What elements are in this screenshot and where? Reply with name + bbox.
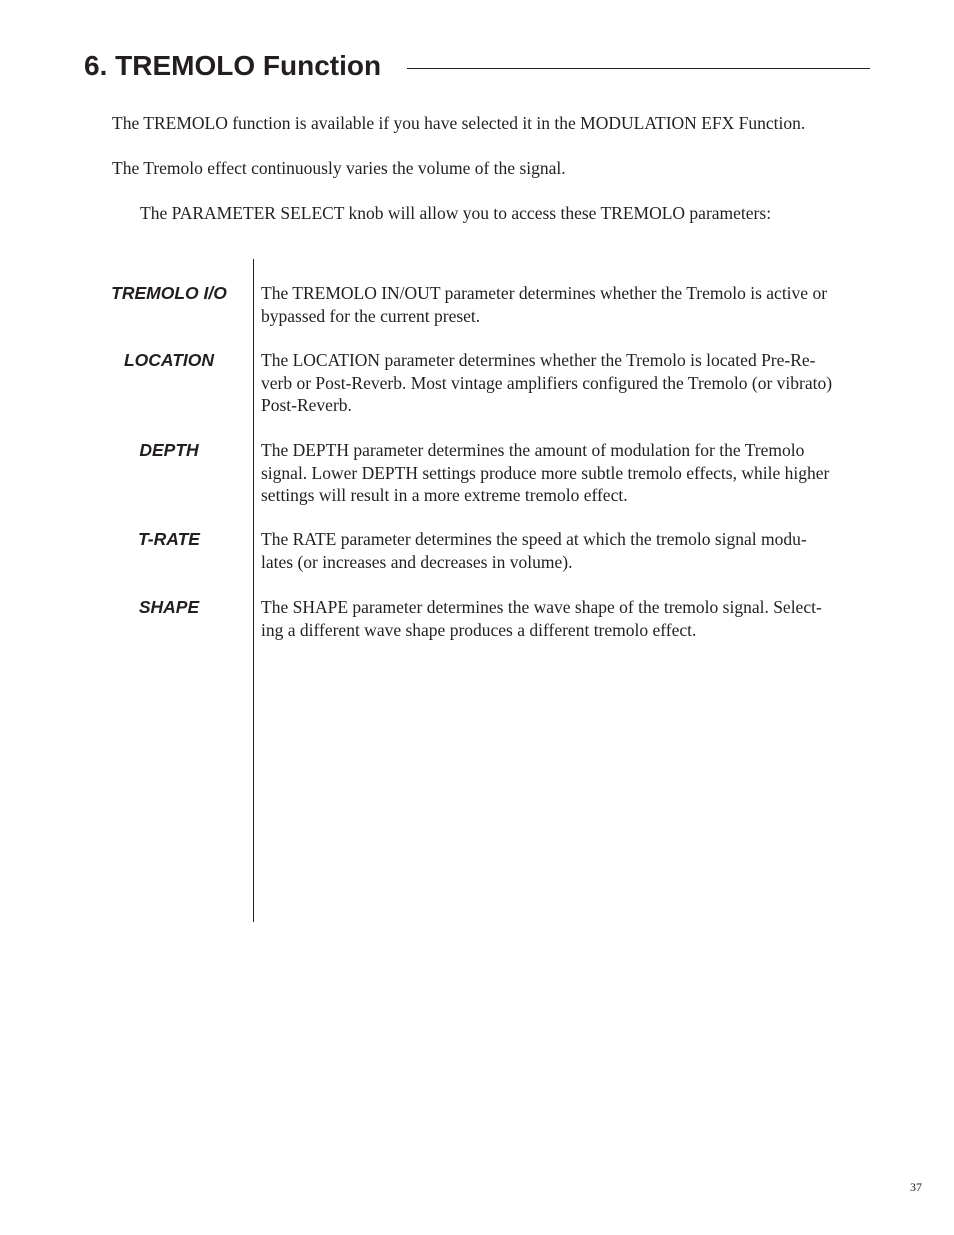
desc-line: The RATE parameter determines the speed at which the tremolo signal modu- — [261, 529, 807, 549]
desc-line: bypassed for the current preset. — [261, 305, 481, 326]
param-label-tremolo-io: TREMOLO I/O — [111, 283, 227, 303]
desc-line: Post-Reverb. — [261, 395, 352, 415]
intro-paragraph: The PARAMETER SELECT knob will allow you to access these TREMOLO parameters: — [140, 203, 772, 223]
desc-line: The SHAPE parameter determines the wave shape of the tremolo signal. Select- — [261, 597, 822, 617]
desc-line: The DEPTH parameter determines the amount of modulation for the Tremolo — [261, 440, 805, 460]
param-desc-tremolo-io — [261, 282, 873, 327]
param-label-location: LOCATION — [123, 350, 215, 370]
desc-line: lates (or increases and decreases in volume). — [261, 551, 573, 572]
param-label-t-rate: T-RATE — [138, 529, 200, 549]
intro-paragraph: The TREMOLO function is available if you have selected it in the MODULATION EFX Function. — [112, 113, 806, 133]
param-desc-shape — [261, 596, 873, 641]
desc-line: ing a different wave shape produces a different tremolo effect. — [261, 619, 697, 640]
title-rule — [407, 68, 870, 69]
param-label-shape: SHAPE — [138, 597, 200, 617]
param-label-depth: DEPTH — [139, 440, 199, 460]
section-title: 6. TREMOLO Function — [84, 50, 382, 81]
desc-line: The LOCATION parameter determines whether the Tremolo is located Pre-Re- — [261, 350, 816, 370]
param-desc-depth — [261, 439, 873, 507]
page-number: 37 — [910, 1180, 922, 1194]
intro-paragraph: The Tremolo effect continuously varies the volume of the signal. — [112, 158, 566, 178]
param-desc-location — [261, 349, 873, 417]
param-desc-t-rate — [261, 528, 873, 573]
desc-line: signal. Lower DEPTH settings produce more subtle tremolo effects, while higher — [261, 462, 830, 483]
desc-line: verb or Post-Reverb. Most vintage amplifiers configured the Tremolo (or vibrato) — [261, 372, 833, 393]
desc-line: The TREMOLO IN/OUT parameter determines whether the Tremolo is active or — [261, 283, 828, 303]
desc-line: settings will result in a more extreme tremolo effect. — [261, 485, 628, 505]
